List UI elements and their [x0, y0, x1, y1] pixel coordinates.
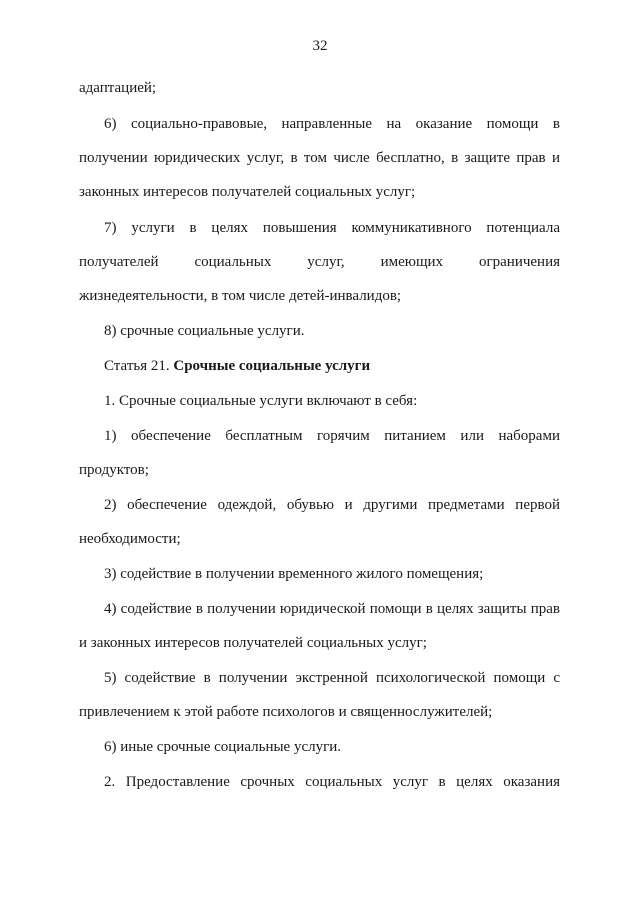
text-line: адаптацией; [79, 80, 157, 96]
text-line: 8) срочные социальные услуги. [104, 323, 305, 339]
text-line: продуктов; [79, 462, 149, 478]
text-line: и законных интересов получателей социальных услуг; [79, 635, 427, 651]
text-line: 5) содействие в получении экстренной психологической помощи с [104, 670, 560, 686]
text-line: 4) содействие в получении юридической помощи в целях защиты прав [104, 601, 560, 617]
text-line: 1. Срочные социальные услуги включают в себя: [104, 393, 418, 409]
text-line: 2) обеспечение одеждой, обувью и другими предметами первой [104, 497, 560, 513]
article-title: Срочные социальные услуги [173, 358, 371, 374]
text-line: жизнедеятельности, в том числе детей-инвалидов; [79, 288, 402, 304]
article-heading [104, 357, 560, 375]
text-line: привлечением к этой работе психологов и священнослужителей; [79, 704, 493, 720]
text-line: 2. Предоставление срочных социальных услуг в целях оказания [104, 774, 560, 790]
text-line: 3) содействие в получении временного жилого помещения; [104, 566, 484, 582]
article-number: Статья 21. [104, 358, 170, 374]
text-line: 1) обеспечение бесплатным горячим питанием или наборами [104, 428, 560, 444]
page-number: 32 [312, 38, 328, 54]
text-line: законных интересов получателей социальных услуг; [79, 184, 416, 200]
text-line: получателей социальных услуг, имеющих ограничения [79, 254, 560, 270]
text-line: необходимости; [79, 531, 181, 547]
text-line: получении юридических услуг, в том числе бесплатно, в защите прав и [79, 150, 560, 166]
text-line: 7) услуги в целях повышения коммуникативного потенциала [104, 220, 560, 236]
text-line: 6) социально-правовые, направленные на оказание помощи в [104, 116, 560, 132]
text-line: 6) иные срочные социальные услуги. [104, 739, 342, 755]
